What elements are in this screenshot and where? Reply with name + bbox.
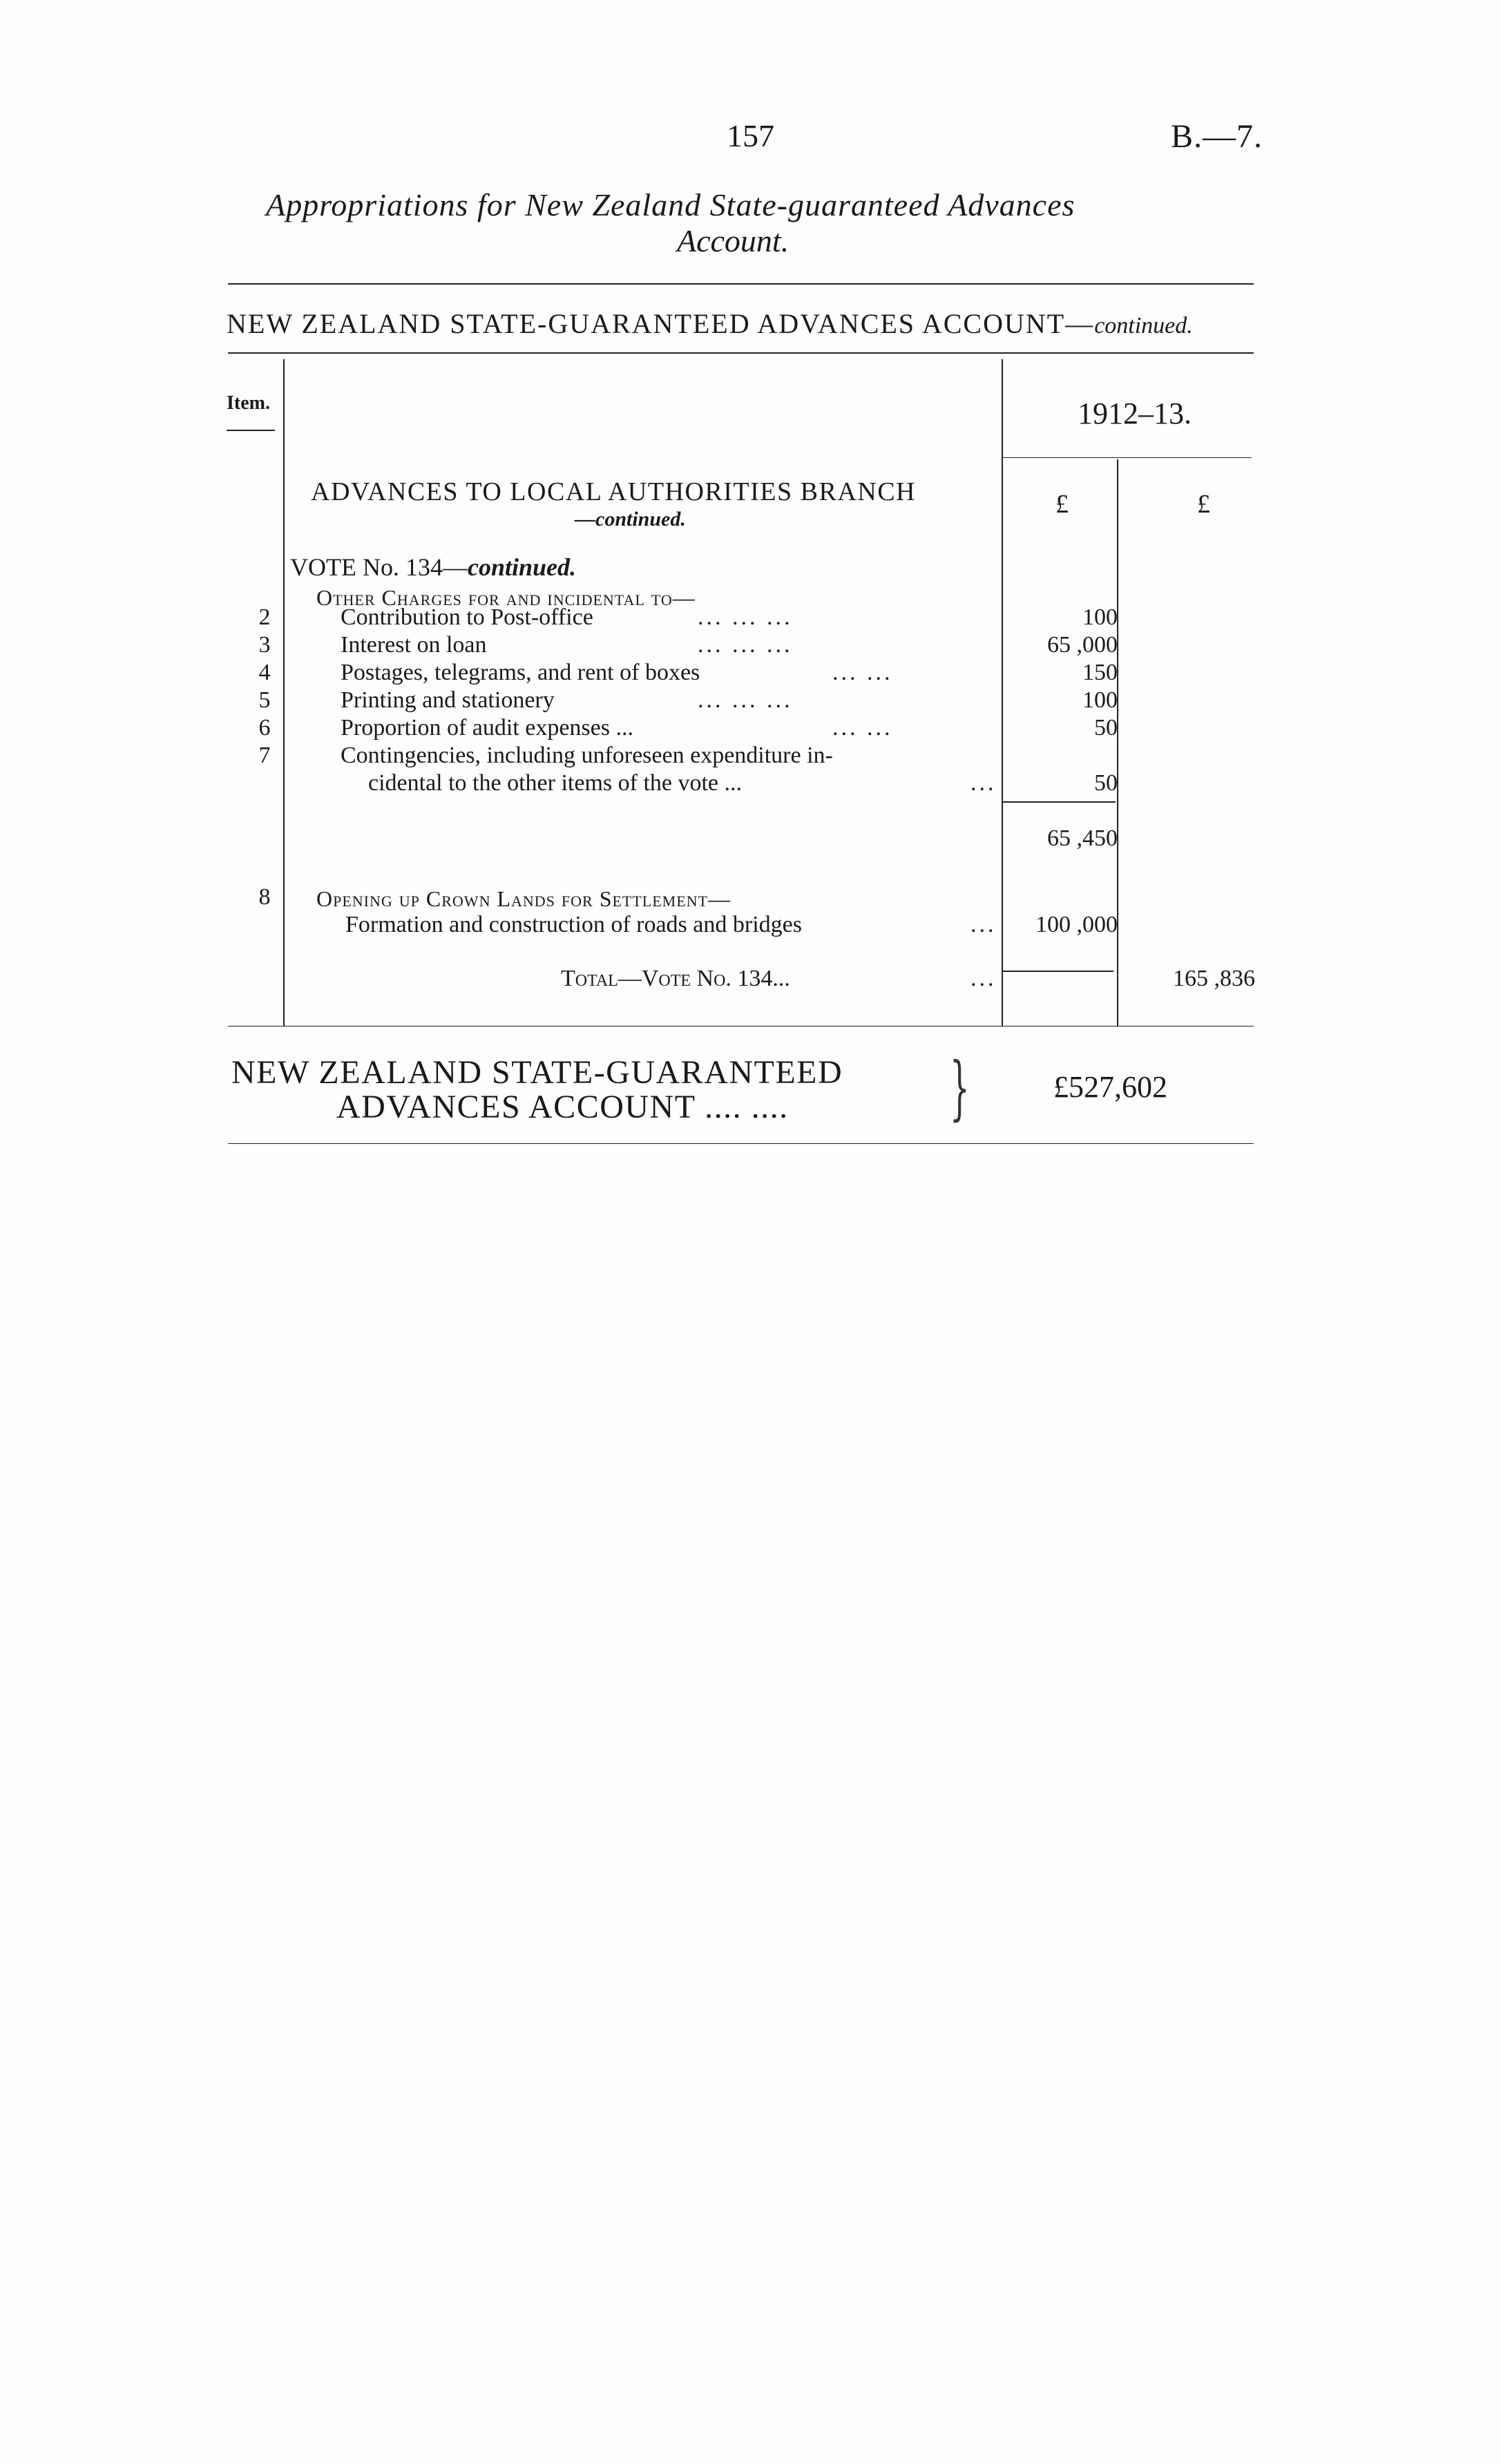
divider	[228, 283, 1254, 285]
other-charges-heading: Other Charges for and incidental to—	[316, 585, 696, 610]
item-number: 3	[258, 632, 271, 658]
row-amount: 50	[1094, 770, 1118, 796]
row-description-continuation: cidental to the other items of the vote ...	[368, 770, 743, 796]
row-description: Formation and construction of roads and bridges	[345, 912, 802, 937]
row-description: Printing and stationery	[341, 687, 555, 713]
row-amount: 65 ,000	[1047, 632, 1118, 658]
subtotal-amount: 65 ,450	[1047, 825, 1118, 851]
document-reference: B.—7.	[1170, 118, 1263, 155]
col2-currency: £	[1197, 490, 1210, 519]
row-description: Postages, telegrams, and rent of boxes	[341, 660, 700, 685]
leader-dots: ...	[971, 770, 997, 796]
leader-dots: ... ... ...	[698, 687, 793, 713]
leader-dots: ... ... ...	[698, 604, 793, 630]
total-label: Total—Vote No. 134...	[561, 966, 790, 991]
financial-year: 1912–13.	[1078, 397, 1192, 430]
account-summary-line2: ADVANCES ACCOUNT .... ....	[336, 1089, 789, 1125]
page-number: 157	[727, 118, 774, 153]
crown-lands-heading: Opening up Crown Lands for Settlement—	[316, 886, 732, 911]
leader-dots: ...	[971, 912, 997, 937]
col1-currency: £	[1055, 490, 1069, 519]
row-description: Contribution to Post-office	[341, 604, 593, 630]
page-heading-continuation: Account.	[677, 223, 790, 258]
branch-title: ADVANCES TO LOCAL AUTHORITIES BRANCH	[311, 477, 916, 506]
column-rule	[1117, 459, 1118, 1026]
item-number: 6	[258, 715, 271, 741]
row-amount: 50	[1094, 715, 1118, 741]
item-column-header: Item.	[227, 392, 270, 414]
section-title: NEW ZEALAND STATE-GUARANTEED ADVANCES ACCOUNT—continued.	[227, 308, 1193, 339]
account-total: £527,602	[1053, 1070, 1167, 1104]
item-number: 4	[258, 660, 271, 685]
item-number: 2	[258, 604, 271, 630]
item-number: 7	[258, 743, 271, 768]
leader-dots: ... ...	[832, 715, 893, 741]
page-heading: Appropriations for New Zealand State-guaranteed Advances	[266, 187, 1075, 222]
total-rule	[1003, 971, 1113, 972]
item-number: 5	[258, 687, 271, 713]
subtotal-rule	[1002, 801, 1116, 803]
row-description: Contingencies, including unforeseen expenditure in-	[341, 743, 833, 768]
item-header-underline	[227, 430, 275, 431]
account-summary-line1: NEW ZEALAND STATE-GUARANTEED	[231, 1054, 843, 1091]
vote-label: VOTE No. 134—continued.	[290, 553, 577, 581]
column-rule	[1002, 359, 1003, 1026]
row-amount: 100 ,000	[1035, 912, 1118, 937]
right-brace-icon: }	[950, 1047, 970, 1128]
row-amount: 150	[1082, 660, 1118, 685]
row-description: Interest on loan	[341, 632, 487, 658]
row-amount: 100	[1082, 604, 1118, 630]
row-description: Proportion of audit expenses ...	[341, 715, 633, 741]
column-rule	[283, 359, 285, 1026]
row-amount: 100	[1082, 687, 1118, 713]
branch-continued: —continued.	[575, 508, 686, 531]
leader-dots: ... ...	[832, 660, 893, 685]
divider	[228, 1143, 1254, 1144]
leader-dots: ... ... ...	[698, 632, 793, 658]
divider	[228, 352, 1254, 354]
year-rule	[1002, 457, 1252, 458]
leader-dots: ...	[971, 966, 997, 991]
item-number: 8	[258, 884, 271, 910]
total-amount: 165 ,836	[1173, 966, 1255, 991]
